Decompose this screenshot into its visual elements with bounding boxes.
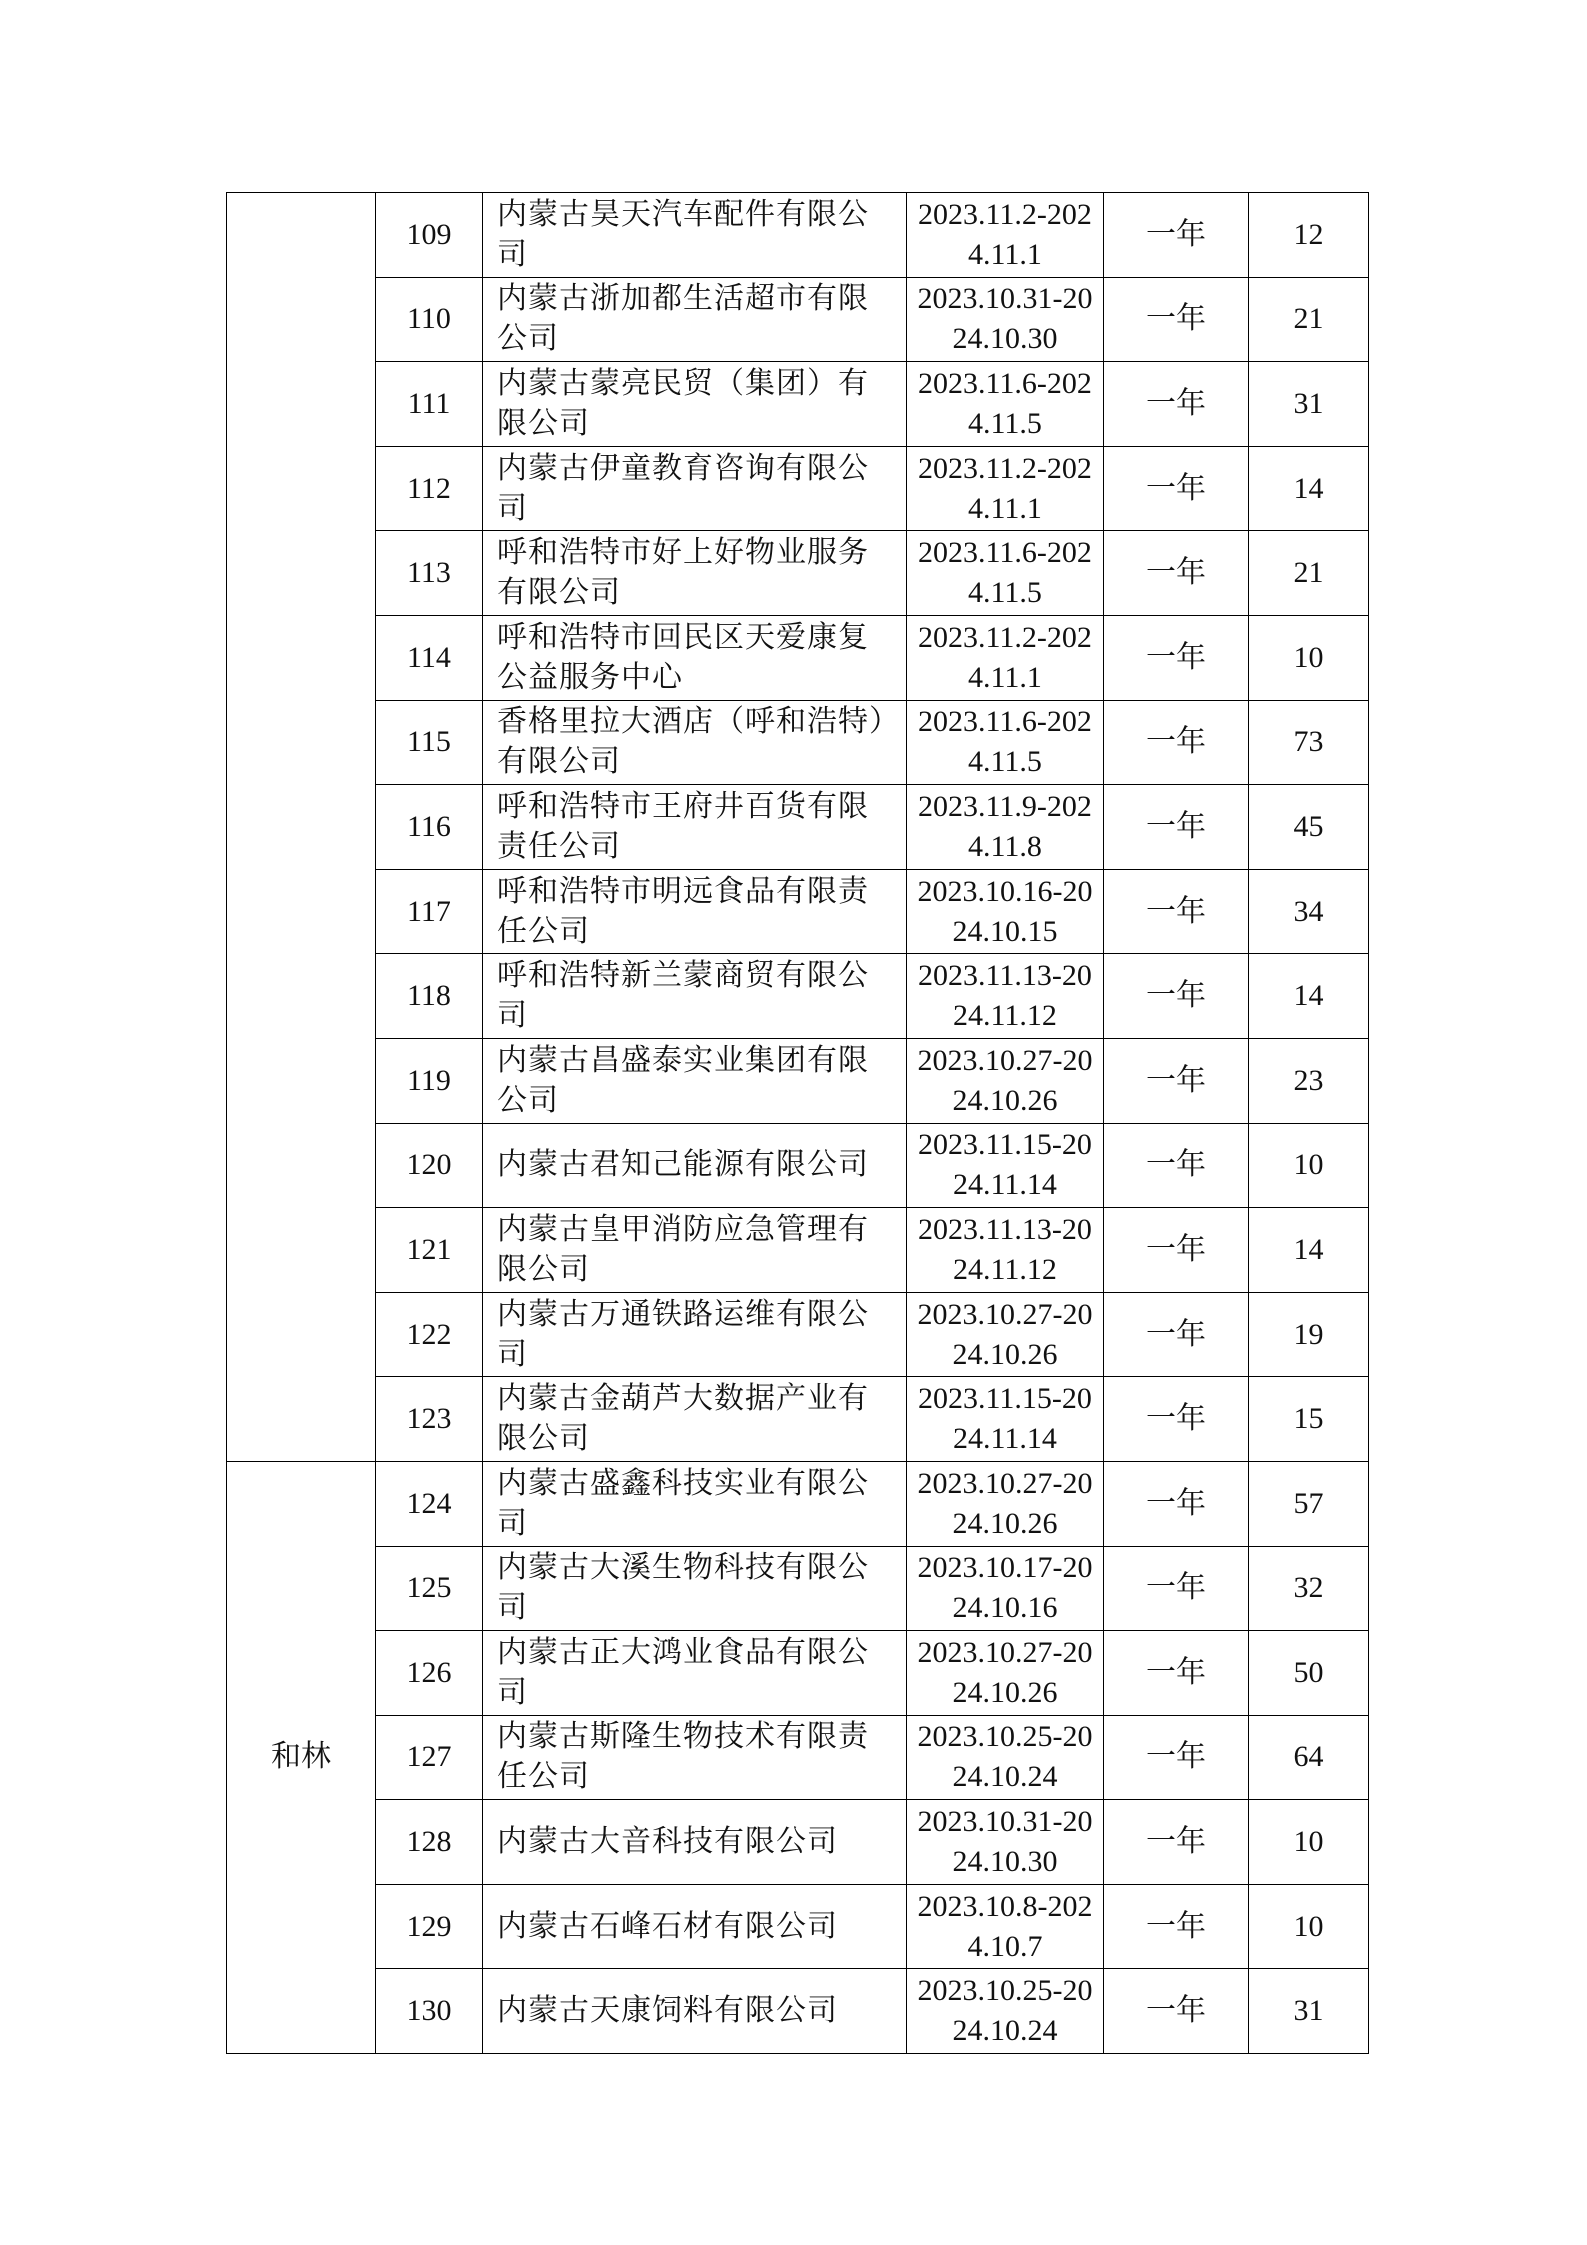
term-cell: 一年 [1104,277,1249,362]
table-row [227,531,1369,616]
row-number-cell: 113 [376,531,483,616]
company-name-cell: 香格里拉大酒店（呼和浩特）有限公司 [483,700,907,785]
row-number-cell: 125 [376,1546,483,1631]
row-number-cell: 116 [376,785,483,870]
count-cell: 57 [1249,1461,1369,1546]
region-cell: 和林 [227,1461,376,2053]
term-cell: 一年 [1104,446,1249,531]
term-cell: 一年 [1104,1631,1249,1716]
row-number-cell: 114 [376,615,483,700]
company-name-cell: 内蒙古伊童教育咨询有限公司 [483,446,907,531]
term-cell: 一年 [1104,615,1249,700]
row-number-cell: 126 [376,1631,483,1716]
table-row [227,1969,1369,2054]
period-cell: 2023.11.9-2024.11.8 [907,785,1104,870]
term-cell: 一年 [1104,954,1249,1039]
company-name-cell: 内蒙古昊天汽车配件有限公司 [483,193,907,278]
count-cell: 14 [1249,446,1369,531]
row-number-cell: 129 [376,1884,483,1969]
period-cell: 2023.11.2-2024.11.1 [907,615,1104,700]
table-row [227,1461,1369,1546]
table-row [227,785,1369,870]
table-body [227,193,1369,2054]
row-number-cell: 127 [376,1715,483,1800]
row-number-cell: 121 [376,1208,483,1293]
count-cell: 73 [1249,700,1369,785]
count-cell: 64 [1249,1715,1369,1800]
table-row [227,1546,1369,1631]
company-name-cell: 内蒙古盛鑫科技实业有限公司 [483,1461,907,1546]
company-name-cell: 内蒙古斯隆生物技术有限责任公司 [483,1715,907,1800]
row-number-cell: 130 [376,1969,483,2054]
company-name-cell: 内蒙古蒙亮民贸（集团）有限公司 [483,362,907,447]
table-row [227,1123,1369,1208]
term-cell: 一年 [1104,362,1249,447]
term-cell: 一年 [1104,1800,1249,1885]
table-row [227,1631,1369,1716]
table-row [227,1292,1369,1377]
row-number-cell: 111 [376,362,483,447]
term-cell: 一年 [1104,1292,1249,1377]
term-cell: 一年 [1104,1884,1249,1969]
table-row [227,1038,1369,1123]
company-name-cell: 内蒙古金葫芦大数据产业有限公司 [483,1377,907,1462]
table-row [227,869,1369,954]
count-cell: 12 [1249,193,1369,278]
row-number-cell: 123 [376,1377,483,1462]
table-row [227,1715,1369,1800]
company-name-cell: 内蒙古正大鸿业食品有限公司 [483,1631,907,1716]
table-row [227,1377,1369,1462]
count-cell: 10 [1249,615,1369,700]
records-table [226,192,1369,2054]
period-cell: 2023.10.25-2024.10.24 [907,1969,1104,2054]
period-cell: 2023.10.27-2024.10.26 [907,1631,1104,1716]
count-cell: 10 [1249,1123,1369,1208]
table-row [227,1208,1369,1293]
term-cell: 一年 [1104,1461,1249,1546]
company-name-cell: 呼和浩特市好上好物业服务有限公司 [483,531,907,616]
term-cell: 一年 [1104,1038,1249,1123]
period-cell: 2023.11.6-2024.11.5 [907,700,1104,785]
period-cell: 2023.10.27-2024.10.26 [907,1038,1104,1123]
period-cell: 2023.11.2-2024.11.1 [907,193,1104,278]
row-number-cell: 109 [376,193,483,278]
row-number-cell: 124 [376,1461,483,1546]
period-cell: 2023.11.13-2024.11.12 [907,954,1104,1039]
period-cell: 2023.11.15-2024.11.14 [907,1123,1104,1208]
company-name-cell: 内蒙古大溪生物科技有限公司 [483,1546,907,1631]
table-row [227,446,1369,531]
company-name-cell: 内蒙古大音科技有限公司 [483,1800,907,1885]
period-cell: 2023.10.31-2024.10.30 [907,277,1104,362]
period-cell: 2023.11.15-2024.11.14 [907,1377,1104,1462]
term-cell: 一年 [1104,1715,1249,1800]
count-cell: 32 [1249,1546,1369,1631]
company-name-cell: 内蒙古君知己能源有限公司 [483,1123,907,1208]
period-cell: 2023.10.16-2024.10.15 [907,869,1104,954]
period-cell: 2023.10.8-2024.10.7 [907,1884,1104,1969]
count-cell: 21 [1249,531,1369,616]
count-cell: 31 [1249,362,1369,447]
company-name-cell: 呼和浩特市王府井百货有限责任公司 [483,785,907,870]
count-cell: 10 [1249,1884,1369,1969]
count-cell: 10 [1249,1800,1369,1885]
company-name-cell: 呼和浩特新兰蒙商贸有限公司 [483,954,907,1039]
company-name-cell: 内蒙古昌盛泰实业集团有限公司 [483,1038,907,1123]
count-cell: 21 [1249,277,1369,362]
period-cell: 2023.11.6-2024.11.5 [907,362,1104,447]
row-number-cell: 128 [376,1800,483,1885]
count-cell: 45 [1249,785,1369,870]
row-number-cell: 118 [376,954,483,1039]
row-number-cell: 119 [376,1038,483,1123]
company-name-cell: 呼和浩特市明远食品有限责任公司 [483,869,907,954]
table-row [227,362,1369,447]
table-row [227,277,1369,362]
period-cell: 2023.10.31-2024.10.30 [907,1800,1104,1885]
count-cell: 19 [1249,1292,1369,1377]
term-cell: 一年 [1104,1969,1249,2054]
period-cell: 2023.10.27-2024.10.26 [907,1292,1104,1377]
table-row [227,193,1369,278]
term-cell: 一年 [1104,1208,1249,1293]
count-cell: 34 [1249,869,1369,954]
table-row [227,700,1369,785]
row-number-cell: 117 [376,869,483,954]
term-cell: 一年 [1104,1123,1249,1208]
count-cell: 15 [1249,1377,1369,1462]
company-name-cell: 内蒙古石峰石材有限公司 [483,1884,907,1969]
period-cell: 2023.10.25-2024.10.24 [907,1715,1104,1800]
row-number-cell: 122 [376,1292,483,1377]
period-cell: 2023.10.27-2024.10.26 [907,1461,1104,1546]
table-row [227,615,1369,700]
row-number-cell: 115 [376,700,483,785]
company-name-cell: 内蒙古天康饲料有限公司 [483,1969,907,2054]
term-cell: 一年 [1104,785,1249,870]
row-number-cell: 110 [376,277,483,362]
term-cell: 一年 [1104,193,1249,278]
count-cell: 23 [1249,1038,1369,1123]
count-cell: 31 [1249,1969,1369,2054]
row-number-cell: 112 [376,446,483,531]
period-cell: 2023.11.6-2024.11.5 [907,531,1104,616]
term-cell: 一年 [1104,531,1249,616]
term-cell: 一年 [1104,1377,1249,1462]
period-cell: 2023.11.2-2024.11.1 [907,446,1104,531]
region-cell [227,193,376,1462]
company-name-cell: 呼和浩特市回民区天爱康复公益服务中心 [483,615,907,700]
term-cell: 一年 [1104,869,1249,954]
company-name-cell: 内蒙古浙加都生活超市有限公司 [483,277,907,362]
table-row [227,1884,1369,1969]
row-number-cell: 120 [376,1123,483,1208]
table-row [227,954,1369,1039]
count-cell: 14 [1249,1208,1369,1293]
company-name-cell: 内蒙古皇甲消防应急管理有限公司 [483,1208,907,1293]
count-cell: 50 [1249,1631,1369,1716]
period-cell: 2023.10.17-2024.10.16 [907,1546,1104,1631]
company-name-cell: 内蒙古万通铁路运维有限公司 [483,1292,907,1377]
count-cell: 14 [1249,954,1369,1039]
term-cell: 一年 [1104,700,1249,785]
table-row [227,1800,1369,1885]
term-cell: 一年 [1104,1546,1249,1631]
period-cell: 2023.11.13-2024.11.12 [907,1208,1104,1293]
